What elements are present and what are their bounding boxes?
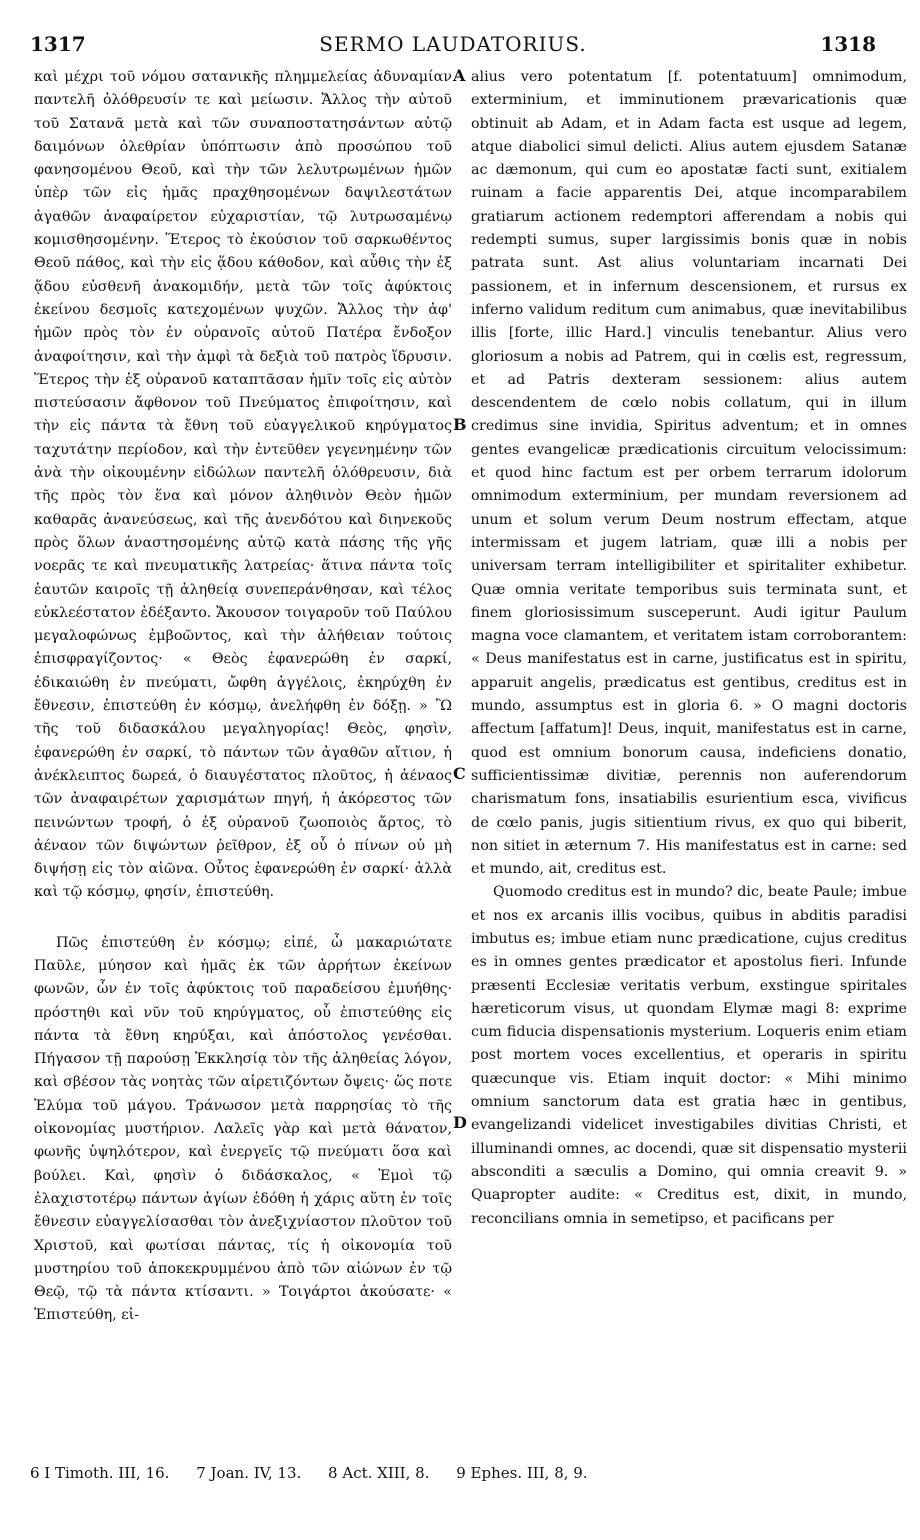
latin-paragraph-2: Quomodo creditus est in mundo? dic, beate Paule; imbue et nos ex arcanis illis vocibus, quibus in abditis paradisi imbutus es; imbue etiam nunc prædicatione, cujus creditus es in omnes gentes prædicator et apostolus fieri. Infunde præsenti Ecclesiæ veritatis verbum, exstingue spiritales hæreticorum visus, ut quondam Elymæ magi 8: exprime cum fiducia dispensationis mysterium. Loqueris enim etiam post mortem voces excellentius, et operaris in spiritu quæcunque vis. Etiam inquit doctor: « Mihi minimo omnium sanctorum data est gratia hæc in gentibus, evangelizandi videlicet investigabiles divitias Christi, et illuminandi omnes, ac docendi, quæ sit dispensatio mysterii absconditi a sæculis a Domino, qui omnia creavit 9. » Quapropter audite: « Creditus est, dixit, in mundo, reconcilians omnia in semetipso, et pacificans per bbox=[471, 884, 907, 1227]
running-title: SERMO LAUDATORIUS. bbox=[319, 32, 587, 56]
footnote-8: 8 Act. XIII, 8. bbox=[328, 1464, 430, 1482]
footnotes bbox=[30, 1464, 900, 1482]
margin-letter-a: A bbox=[453, 66, 466, 85]
footnote-6: 6 I Timoth. III, 16. bbox=[30, 1464, 170, 1482]
greek-column bbox=[34, 66, 452, 1328]
greek-paragraph-2: Πῶς ἐπιστεύθη ἐν κόσμῳ; εἰπέ, ὦ μακαριώτατε Παῦλε, μύησον καὶ ἡμᾶς ἐκ τῶν ἀρρήτων ἐκείνων φωνῶν, ὧν ἐν τοῖς ἀφύκτοις τοῦ παραδείσου ἐμυήθης· πρόστηθι καὶ νῦν τοῦ κηρύγματος, οὗ ἐπιστεύθης εἰς πάντα τὰ ἔθνη κηρύξαι, καὶ ἀπόστολος γενέσθαι. Πήγασον τῇ παρούσῃ Ἐκκλησίᾳ τὸν τῆς ἀληθείας λόγον, καὶ σβέσον τὰς νοητὰς τῶν αἱρετιζόντων ὄψεις· ὥς ποτε Ἐλύμα τοῦ μάγου. Τράνωσον μετὰ παρρησίας τὸ τῆς οἰκονομίας μυστήριον. Λαλεῖς γὰρ καὶ μετὰ θάνατον, φωνῆς ὑψηλότερον, καὶ ἐνεργεῖς τῷ πνεύματι ὅσα καὶ βούλει. Καὶ, φησὶν ὁ διδάσκαλος, « Ἐμοὶ τῷ ἐλαχιστοτέρῳ πάντων ἁγίων ἐδόθη ἡ χάρις αὕτη ἐν τοῖς ἔθνεσιν εὐαγγελίσασθαι τὸν ἀνεξιχνίαστον πλοῦτον τοῦ Χριστοῦ, καὶ φωτίσαι πάντας, τίς ἡ οἰκονομία τοῦ μυστηρίου τοῦ ἀποκεκρυμμένου ἀπὸ τῶν αἰώνων ἐν τῷ Θεῷ, τῷ τὰ πάντα κτίσαντι. » Τοιγάρτοι ἀκούσατε· « Ἐπιστεύθη, εἰ- bbox=[34, 934, 452, 1324]
latin-column bbox=[471, 66, 907, 1231]
page-number-right: 1318 bbox=[820, 32, 876, 56]
margin-letter-d: D bbox=[453, 1113, 467, 1132]
margin-letter-c: C bbox=[453, 764, 466, 783]
greek-paragraph-1: καὶ μέχρι τοῦ νόμου σατανικῆς πλημμελείας ἀδυναμίαν παντελῆ ὀλόθρευσίν τε καὶ μείωσιν. Ἄλλος τὴν αὐτοῦ τοῦ Σατανᾶ μετὰ καὶ τῶν συναποστατησάντων αὐτῷ δαιμόνων ὀλεθρίαν ὑπόπτωσιν ἀπὸ προσώπου τοῦ φανησομένου Θεοῦ, καὶ τὴν τῶν λελυτρωμένων ἡμῶν ὑπὲρ τῶν εἰς ἡμᾶς πραχθησομένων δαψιλεστάτων ἀγαθῶν ἀναφαίρετον εὐχαριστίαν, τῷ λυτρωσαμένῳ κομισθησομένην. Ἕτερος τὸ ἑκούσιον τοῦ σαρκωθέντος Θεοῦ πάθος, καὶ τὴν εἰς ᾅδου κάθοδον, καὶ αὖθις τὴν ἐξ ᾅδου εὐσθενῆ ἀνακομιδήν, μετὰ τῶν τοῖς ἀφύκτοις ἐκείνου δεσμοῖς κατεχομένων ψυχῶν. Ἄλλος τὴν ἀφ' ἡμῶν πρὸς τὸν ἐν οὐρανοῖς αὐτοῦ Πατέρα ἔνδοξον ἀναφοίτησιν, καὶ τὴν ἀμφὶ τὰ δεξιὰ τοῦ πατρὸς ἵδρυσιν. Ἕτερος τὴν ἐξ οὐρανοῦ καταπτᾶσαν ἡμῖν τοῖς εἰς αὐτὸν πιστεύσασιν ἄφθονον τοῦ Πνεύματος ἐπιφοίτησιν, καὶ τὴν εἰς πάντα τὰ ἔθνη τοῦ εὐαγγελικοῦ κηρύγματος ταχυτάτην περίοδον, καὶ τὴν ἐντεῦθεν γεγενημένην τῶν ἀνὰ τὴν οἰκουμένην εἰδώλων παντελῆ ὀλόθρευσιν, διὰ τῆς πρὸς τὸν ἕνα καὶ μόνον ἀληθινὸν Θεὸν ἡμῶν καθαρᾶς ἀνανεύσεως, καὶ τῆς ἀνενδότου καὶ διηνεκοῦς πρὸς ὅλων ἀναστησομένης αὐτῷ κατὰ πάσης τῆς γῆς νοερᾶς τε καὶ πνευματικῆς λατρείας· ἅτινα πάντα τοῖς ἑαυτῶν καιροῖς τῇ ἀληθείᾳ συνεπεράνθησαν, καὶ τέλος εὐκλεέστατον ἐδέξαντο. Ἄκουσον τοιγαροῦν τοῦ Παύλου μεγαλοφώνως ἐμβοῶντος, καὶ τὴν ἀλήθειαν τούτοις ἐπισφραγίζοντος· « Θεὸς ἐφανερώθη ἐν σαρκί, ἐδικαιώθη ἐν πνεύματι, ὤφθη ἀγγέλοις, ἐκηρύχθη ἐν ἔθνεσιν, ἐπιστεύθη ἐν κόσμῳ, ἀνελήφθη ἐν δόξῃ. » Ὢ τῆς τοῦ διδασκάλου μεγαληγορίας! Θεὸς, φησὶν, ἐφανερώθη ἐν σαρκί, τὸ πάντων τῶν ἀγαθῶν αἴτιον, ἡ ἀνέκλειπτος δωρεά, ὁ διαυγέστατος πλοῦτος, ἡ ἀέναος τῶν ἀναφαιρέτων χαρισμάτων πηγή, ἡ ἀκόρεστος τῶν πεινώντων τροφή, ὁ ἐξ οὐρανοῦ ζωοποιὸς ἄρτος, τὸ ἀέναον τῶν διψώντων ῥεῖθρον, ἐξ οὗ ὁ πίνων οὐ μὴ διψήσῃ εἰς τὸν αἰῶνα. Οὗτος ἐφανερώθη ἐν σαρκί· ἀλλὰ καὶ τῷ κόσμῳ, φησίν, ἐπιστεύθη. bbox=[34, 69, 452, 901]
latin-paragraph-1: alius vero potentatum [f. potentatuum] omnimodum, exterminium, et imminutionem prævaricationis quæ obtinuit ab Adam, et in Adam facta est usque ad legem, atque diabolici simul delicti. Alius autem ejusdem Satanæ ac dæmonum, qui cum eo apostatæ facti sunt, exitialem ruinam a facie apparentis Dei, atque incomparabilem gratiarum actionem redemptori afferendam a nobis qui redempti sumus, super largissimis bonis quæ in nobis patrata sunt. Ast alius voluntariam incarnati Dei passionem, et in infernum descensionem, et rursus ex inferno validum reditum cum animabus, quæ inevitabilibus illis [forte, illic Hard.] vinculis tenebantur. Alius vero gloriosum a nobis ad Patrem, qui in cœlis est, regressum, et ad Patris dexteram sessionem: alius autem descendentem de cœlo nobis collatum, qui in illum credimus sine invidia, Spiritus adventum; et in omnes gentes evangelicæ prædicationis circuitum velocissimum: et quod hinc factum est per orbem terrarum idolorum omnimodum exterminium, per mundam reversionem ad unum et solum verum Deum nostrum effectam, atque intermissam et jugem latriam, quæ illi a nobis per universam terram intelligibiliter et spiritaliter exhibetur. Quæ omnia veritate temporibus suis terminata sunt, et finem gloriosissimum susceperunt. Audi igitur Paulum magna voce clamantem, et veritatem istam corroborantem: « Deus manifestatus est in carne, justificatus est in spiritu, apparuit angelis, prædicatus est gentibus, creditus est in mundo, assumptus est in gloria 6. » O magni doctoris affectum [affatum]! Deus, inquit, manifestatus est in carne, quod est omnium bonorum causa, indeficiens donatio, sufficientissimæ divitiæ, perennis non auferendorum charismatum fons, insatiabilis esurientium esca, vivificus de cœlo panis, jugis sitientium rivus, ex quo qui biberit, non sitiet in æternum 7. His manifestatus est in carne: sed et mundo, ait, creditus est. bbox=[471, 69, 907, 878]
footnote-9: 9 Ephes. III, 8, 9. bbox=[456, 1464, 588, 1482]
margin-letter-b: B bbox=[453, 415, 467, 434]
page-number-left: 1317 bbox=[30, 32, 86, 56]
footnote-7: 7 Joan. IV, 13. bbox=[196, 1464, 302, 1482]
running-header bbox=[30, 32, 876, 62]
